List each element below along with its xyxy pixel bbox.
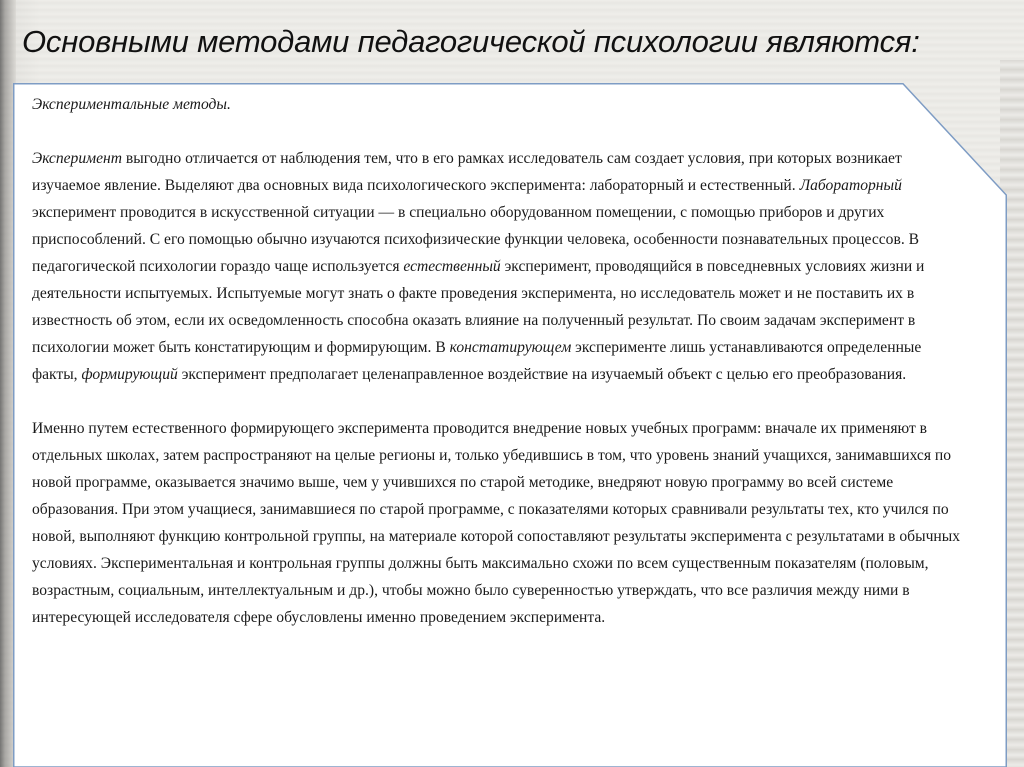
term-laboratory: Лабораторный (799, 177, 902, 194)
content-card (13, 83, 1007, 767)
text-segment: эксперименте лишь устанавливаются определенные факты, (32, 339, 922, 383)
term-natural: естественный (403, 258, 501, 275)
term-forming: формирующий (81, 366, 178, 383)
term-experiment: Эксперимент (32, 150, 123, 167)
section-heading: Экспериментальные методы. (32, 96, 231, 113)
paragraph-implementation: Именно путем естественного формирующего эксперимента проводится внедрение новых учебных программ: вначале их применяют в отдельных школах, затем распространяют на целые регионы и, только убедившись в том, что уровень знаний учащихся, занимавшихся по новой программе, оказывается значимо выше, чем у учившихся по старой методике, внедряют новую программу во всей системе образования. При этом учащиеся, занимавшиеся по старой программе, с показателями которых сравнивали результаты тех, кто учился по новой, выполняют функцию контрольной группы, на материале которой сопоставляют результаты эксперимента с результатами в обычных условиях. Экспериментальная и контрольная группы должны быть максимально схожи по всем существенным показателям (половым, возрастным, социальным, интеллектуальным и др.), чтобы можно было суверенностью утверждать, что все различия между ними в интересующей исследователя сфере обусловлены именно проведением эксперимента. (32, 420, 961, 626)
term-ascertaining: констатирующем (449, 339, 572, 356)
spacer (32, 118, 962, 145)
card-text (32, 91, 962, 631)
text-segment: выгодно отличается от наблюдения тем, что в его рамках исследователь сам создает условия, при которых возникает изучаемое явление. Выделяют два основных вида психологического эксперимента: лабораторный и естественный. (32, 150, 902, 194)
text-segment: эксперимент предполагает целенаправленное воздействие на изучаемый объект с целью его преобразования. (177, 366, 907, 383)
spacer (32, 388, 962, 415)
text-segment: эксперимент проводится в искусственной ситуации — в специально оборудованном помещении, с помощью приборов и других приспособлений. С его помощью обычно изучаются психофизические функции человека, особенности познавательных процессов. В педагогической психологии гораздо чаще используется (32, 204, 920, 275)
text-segment: эксперимент, проводящийся в повседневных условиях жизни и деятельности испытуемых. Испытуемые могут знать о факте проведения эксперимента, но исследователь может и не поставить их в известность об этом, если их осведомленность способна оказать влияние на полученный результат. По своим задачам эксперимент в психологии может быть констатирующим и формирующим. В (32, 258, 925, 356)
paragraph-experiment (32, 145, 962, 388)
slide-title: Основными методами педагогической психологии являются: (22, 24, 920, 59)
